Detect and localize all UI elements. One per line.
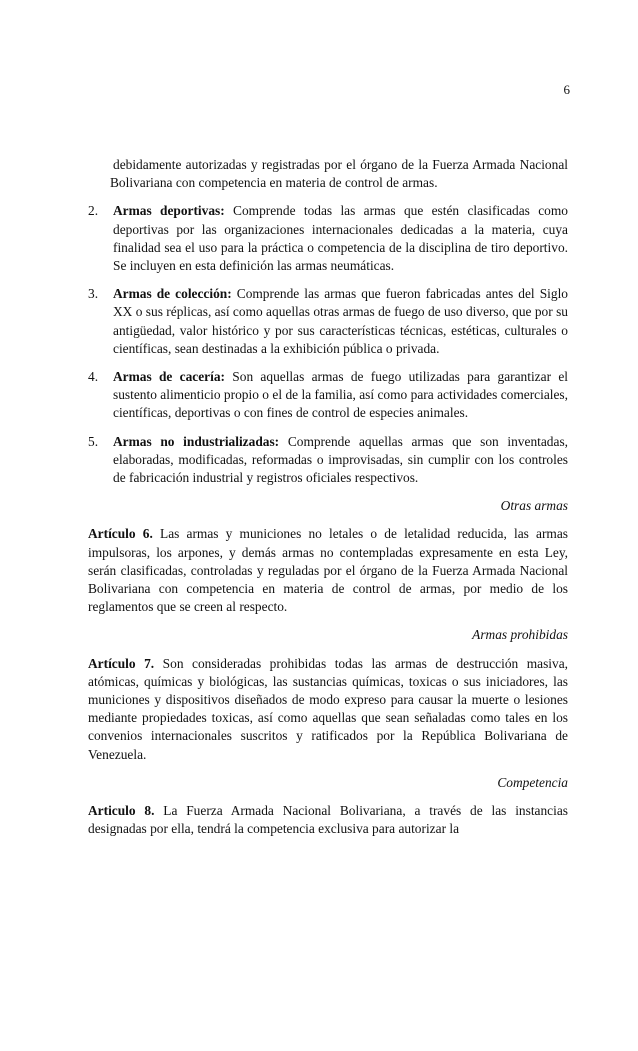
definition-item	[88, 368, 568, 423]
item-number: 5.	[88, 433, 99, 449]
item-term: Armas deportivas:	[113, 203, 225, 219]
item-term: Armas no industrializadas:	[113, 433, 280, 449]
item-body	[113, 285, 568, 358]
item-text: Comprende aquellas armas que son inventadas, elaboradas, modificadas, reformadas o improvisadas, sin cumplir con los controles de fabricación industrial y registros oficiales respectivos.	[113, 433, 568, 486]
item-number: 3.	[88, 286, 99, 302]
article-text: La Fuerza Armada Nacional Bolivariana, a través de las instancias designadas por ella, tendrá la competencia exclusiva para autorizar la	[88, 803, 568, 837]
article-text: Son consideradas prohibidas todas las armas de destrucción masiva, atómicas, químicas y biológicas, las sustancias químicas, toxicas o sus iniciadores, las municiones y dispositivos diseñados de modo expreso para causar la muerte o lesiones mediante propiedades toxicas, así como aquellas que sean señaladas como tales en los convenios internacionales suscritos y ratificados por la República Bolivariana de Venezuela.	[88, 655, 568, 762]
article-label: Articulo 8.	[88, 803, 155, 819]
definition-item	[88, 202, 568, 275]
document-body	[88, 156, 568, 849]
section-heading: Competencia	[497, 774, 568, 790]
article-paragraph	[88, 525, 568, 616]
item-number: 4.	[88, 369, 99, 385]
item-body	[113, 368, 568, 423]
item-body	[113, 433, 568, 488]
article-paragraph	[88, 655, 568, 764]
page-number: 6	[563, 82, 570, 97]
item-term: Armas de cacería:	[113, 369, 225, 385]
definition-item	[88, 433, 568, 488]
section-heading: Armas prohibidas	[472, 627, 568, 643]
item-text: Comprende las armas que fueron fabricadas antes del Siglo XX o sus réplicas, así como aquellas otras armas de fuego de uso diverso, que por su antigüedad, valor histórico y por sus características técnicas, estéticas, culturales o científicas, sean destinadas a la exhibición pública o privada.	[113, 286, 568, 356]
item-text: Comprende todas las armas que estén clasificadas como deportivas por las organizaciones internacionales dedicadas a la materia, cuya finalidad sea el uso para la práctica o competencia de la disciplina de tiro deportivo. Se incluyen en esta definición las armas neumáticas.	[113, 203, 568, 274]
article-paragraph	[88, 802, 568, 838]
article-label: Artículo 6.	[88, 526, 153, 542]
item-term: Armas de colección:	[113, 286, 232, 302]
item-text: Son aquellas armas de fuego utilizadas para garantizar el sustento alimenticio propio o el de la familia, así como para actividades comerciales, científicas, deportivas o con fines de control de especies animales.	[113, 369, 568, 421]
continued-item-text: debidamente autorizadas y registradas por el órgano de la Fuerza Armada Nacional Bolivariana con competencia en materia de control de armas.	[110, 157, 568, 191]
item-number: 2.	[88, 203, 99, 219]
article-label: Artículo 7.	[88, 655, 155, 671]
article-text: Las armas y municiones no letales o de letalidad reducida, las armas impulsoras, los arpones, y demás armas no contempladas expresamente en esta Ley, serán clasificadas, controladas y reguladas por el órgano de la Fuerza Armada Nacional Bolivariana con competencia en materia de control de armas, por medio de los reglamentos que se creen al respecto.	[88, 526, 568, 615]
definition-item	[88, 285, 568, 358]
item-body	[113, 202, 568, 275]
section-heading: Otras armas	[500, 498, 568, 514]
